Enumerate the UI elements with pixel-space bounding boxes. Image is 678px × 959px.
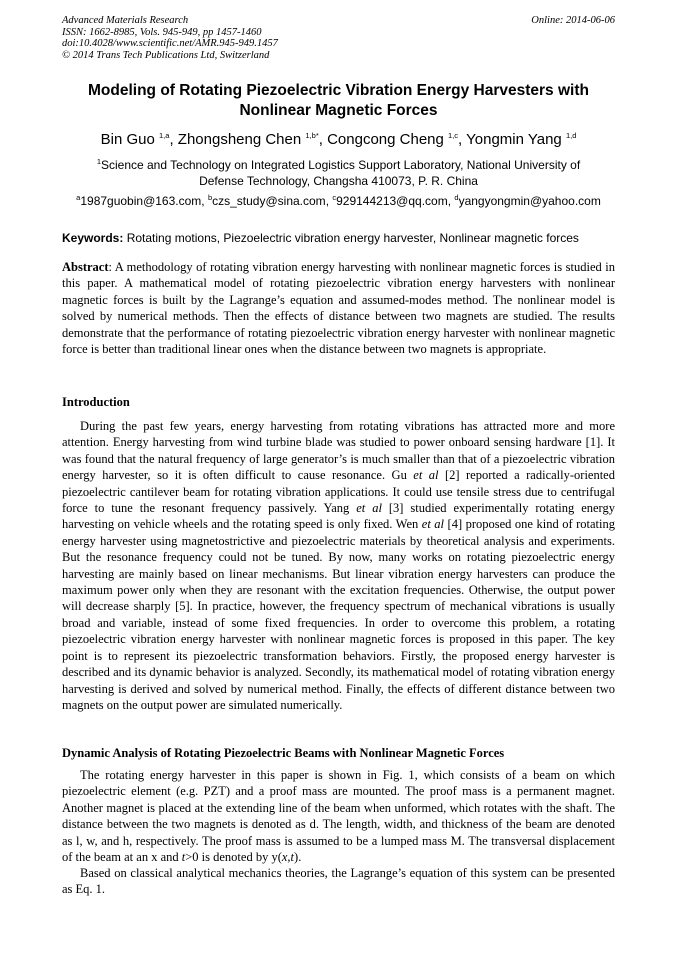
title-line-1: Modeling of Rotating Piezoelectric Vibration Energy Harvesters with <box>88 82 589 99</box>
email-list: $^a$1987guobin@163.com, $^b$czs_study@sina.com, $^c$929144213@qq.com, $^d$yangyongmin@yahoo.com <box>76 193 601 208</box>
title-line-2: Nonlinear Magnetic Forces <box>239 102 438 119</box>
keywords <box>62 230 615 246</box>
affiliation-sup: 1 <box>96 157 101 166</box>
author-sup: 1,c <box>448 131 459 140</box>
email-sup: d <box>454 193 459 202</box>
et-al: et al <box>356 501 382 516</box>
affiliation-line-1: Science and Technology on Integrated Logistics Support Laboratory, National University of <box>100 158 581 172</box>
author-sup: 1,a <box>159 131 170 140</box>
email-sup: a <box>76 193 81 202</box>
intro-text: [2] reported a radically-oriented piezoelectric cantilever beam for rotating vibration applications. It could use tensile stress due to centrifugal force to tune the resonant frequency passively. Yang <box>62 468 615 516</box>
journal-meta <box>62 15 278 61</box>
author-name: Yongmin Yang <box>466 131 562 148</box>
dynamic-paragraph-1 <box>62 767 615 865</box>
abstract-text: : A methodology of rotating vibration energy harvesting with nonlinear magnetic forces is studied in this paper. A mathematical model of rotating piezoelectric vibration energy harvesters with nonlinear magnetic forces is built by the Lagrange’s equation and assumed-modes method. The nonlinear model is solved by numerical methods. Then the effects of distance between two magnets are studied. The results demonstrate that the performance of rotating piezoelectric vibration energy harvester with nonlinear magnetic force is better than traditional linear ones when the distance between two magnets is appropriate. <box>62 260 615 357</box>
et-al: et al <box>421 517 445 532</box>
dynamic-text: >0 is denoted by y( <box>185 850 282 865</box>
paper-title <box>62 81 615 121</box>
email-link[interactable]: 929144213@qq.com <box>336 194 448 208</box>
author-sup: 1,d <box>565 131 577 140</box>
keywords-label: Keywords: <box>62 231 124 245</box>
email-link[interactable]: 1987guobin@163.com <box>80 194 202 208</box>
et-al: et al <box>413 468 439 483</box>
introduction-paragraph <box>62 418 615 713</box>
comma: , <box>287 850 291 865</box>
var-x: x <box>281 850 288 865</box>
author-list: Bin Guo $^{1,a}$, Zhongsheng Chen $^{1,b*}$, Congcong Cheng $^{1,c}$, Yongmin Yang $^{1,d}$ <box>100 131 577 148</box>
author-name: Zhongsheng Chen <box>177 131 302 148</box>
section-heading-introduction: Introduction <box>62 395 130 409</box>
author-name: Congcong Cheng <box>327 131 444 148</box>
var-t: t <box>181 850 186 865</box>
email-sup: b <box>207 193 213 202</box>
intro-text: [4] proposed one kind of rotating energy harvester using magnetostrictive and piezoelectric materials by theoretical analysis and experiments. But the resonance frequency could not be tuned. By now, many works on rotating piezoelectric energy harvesting are mainly based on linear mechanisms. But linear vibration energy harvesters can produce the maximum power only when they are resonant with the excitation frequencies. Otherwise, the output power will decrease sharply [5]. In practice, however, the frequency spectrum of mechanical vibrations is usually broad and variable, instead of some fixed frequencies. In order to overcome this problem, a rotating piezoelectric vibration energy harvester with nonlinear magnetic forces is proposed in this paper. The key point is to represent its piezoelectric transformation behaviors. Firstly, the proposed energy harvester is described and its dynamic behavior is analyzed. Secondly, its mathematical model of rotating vibration energy harvesting is derived and solved by numerical method. Finally, the effects of different distance between two magnets on the output power are simulated numerically. <box>62 517 615 712</box>
dynamic-text: The rotating energy harvester in this paper is shown in Fig. 1, which consists of a beam on which piezoelectric element (e.g. PZT) and a proof mass are mounted. The proof mass is a permanent magnet. Another magnet is placed at the extending line of the beam when unformed, which rotates with the shaft. The distance between the two magnets is denoted as d. The length, width, and thickness of the beam are denoted as l, w, and h, respectively. The proof mass is assumed to be a lumped mass M. The transversal displacement of the beam at an x and <box>62 768 615 865</box>
online-date: Online: 2014-06-06 <box>531 15 615 26</box>
email-sup: c <box>332 193 337 202</box>
author-name: Bin Guo <box>100 131 155 148</box>
doi-line: doi:10.4028/www.scientific.net/AMR.945-949.1457 <box>62 38 278 49</box>
author-sup: 1,b* <box>305 131 319 140</box>
intro-text: [3] studied experimentally rotating energy harvesting on vehicle wheels and the rotating speed is only fixed. Wen <box>62 501 615 532</box>
abstract <box>62 259 615 357</box>
intro-text: During the past few years, energy harvesting from rotating vibrations has attracted more and more attention. Energy harvesting from wind turbine blade was studied to power onboard sensing hardware [1]. It was found that the natural frequency of large generator’s is much smaller than that of a piezoelectric vibration energy harvester, so it is often difficult to cause resonance. Gu <box>62 419 615 483</box>
copyright-line: © 2014 Trans Tech Publications Ltd, Switzerland <box>62 49 270 61</box>
abstract-label: Abstract <box>62 260 109 274</box>
keywords-text: Rotating motions, Piezoelectric vibration energy harvester, Nonlinear magnetic forces <box>126 231 579 245</box>
affiliation <box>62 157 615 189</box>
dynamic-paragraph-2: Based on classical analytical mechanics theories, the Lagrange’s equation of this system can be presented as Eq. 1. <box>62 866 615 897</box>
email-link[interactable]: yangyongmin@yahoo.com <box>458 194 601 208</box>
section-heading-dynamic-analysis: Dynamic Analysis of Rotating Piezoelectric Beams with Nonlinear Magnetic Forces <box>62 746 505 760</box>
dynamic-text: ). <box>294 850 302 865</box>
var-t: t <box>290 850 295 865</box>
email-link[interactable]: czs_study@sina.com <box>212 194 326 208</box>
issn-line: ISSN: 1662-8985, Vols. 945-949, pp 1457-1460 <box>62 26 262 38</box>
journal-name: Advanced Materials Research <box>62 15 189 26</box>
affiliation-line-2: Defense Technology, Changsha 410073, P. R. China <box>199 174 478 188</box>
